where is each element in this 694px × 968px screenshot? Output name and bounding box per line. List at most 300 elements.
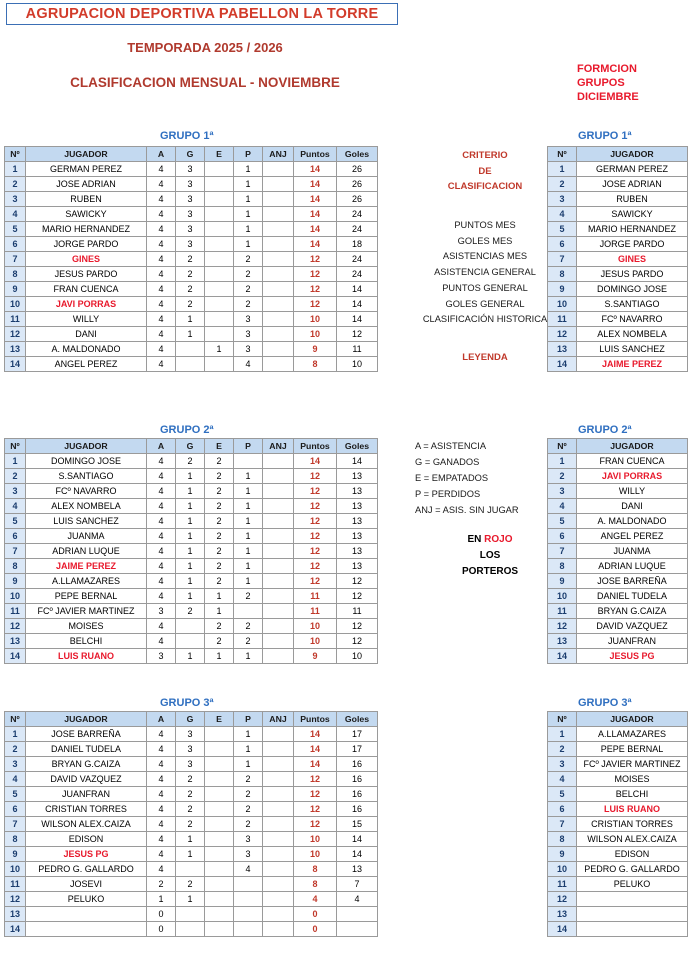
- cell-puntos: 11: [294, 604, 337, 619]
- cell-g: 1: [176, 469, 205, 484]
- cell-jugador: [577, 892, 688, 907]
- cell-p: 1: [234, 514, 263, 529]
- cell-p: [234, 922, 263, 937]
- cell-e: [205, 787, 234, 802]
- cell-n: 7: [548, 252, 577, 267]
- cell-puntos: 12: [294, 817, 337, 832]
- cell-anj: [263, 757, 294, 772]
- cell-puntos: 12: [294, 514, 337, 529]
- cell-jugador: ANGEL PEREZ: [577, 529, 688, 544]
- cell-n: 12: [548, 892, 577, 907]
- criterio-block: [405, 148, 565, 195]
- leyenda-list: [405, 438, 585, 518]
- cell-n: 5: [548, 787, 577, 802]
- cell-n: 5: [5, 514, 26, 529]
- cell-a: 4: [147, 222, 176, 237]
- cell-puntos: 9: [294, 342, 337, 357]
- cell-p: 1: [234, 192, 263, 207]
- cell-e: [205, 907, 234, 922]
- cell-e: [205, 267, 234, 282]
- table-row: [548, 877, 688, 892]
- cell-a: 4: [147, 589, 176, 604]
- col-jugador: JUGADOR: [577, 439, 688, 454]
- cell-goles: 14: [337, 297, 378, 312]
- cell-g: 3: [176, 192, 205, 207]
- cell-n: 4: [548, 207, 577, 222]
- cell-jugador: PEDRO G. GALLARDO: [577, 862, 688, 877]
- cell-e: [205, 892, 234, 907]
- cell-jugador: GERMAN PEREZ: [26, 162, 147, 177]
- cell-p: 1: [234, 727, 263, 742]
- cell-g: 1: [176, 544, 205, 559]
- col-a: A: [147, 439, 176, 454]
- cell-goles: 10: [337, 357, 378, 372]
- cell-puntos: 14: [294, 742, 337, 757]
- cell-puntos: 14: [294, 222, 337, 237]
- cell-jugador: JOSEVI: [26, 877, 147, 892]
- cell-puntos: 10: [294, 832, 337, 847]
- col-anj: ANJ: [263, 712, 294, 727]
- cell-anj: [263, 922, 294, 937]
- cell-goles: 13: [337, 484, 378, 499]
- cell-g: [176, 862, 205, 877]
- cell-g: 3: [176, 727, 205, 742]
- col-p: P: [234, 147, 263, 162]
- cell-jugador: JESUS PARDO: [26, 267, 147, 282]
- cell-n: 2: [5, 469, 26, 484]
- cell-n: 1: [5, 727, 26, 742]
- col-jugador: JUGADOR: [26, 147, 147, 162]
- cell-n: 4: [5, 499, 26, 514]
- cell-a: 4: [147, 529, 176, 544]
- cell-g: 1: [176, 847, 205, 862]
- table-row: [5, 484, 378, 499]
- cell-g: 1: [176, 514, 205, 529]
- table-row: [5, 222, 378, 237]
- cell-p: 2: [234, 252, 263, 267]
- cell-p: 1: [234, 559, 263, 574]
- cell-p: 1: [234, 499, 263, 514]
- criterio-item: PUNTOS GENERAL: [442, 282, 528, 293]
- cell-e: [205, 177, 234, 192]
- table-grupo-2: [4, 438, 378, 664]
- cell-jugador: FCº NAVARRO: [26, 484, 147, 499]
- cell-n: 12: [5, 619, 26, 634]
- cell-anj: [263, 907, 294, 922]
- right-note-line3: DICIEMBRE: [577, 91, 639, 103]
- cell-p: 1: [234, 574, 263, 589]
- cell-p: 2: [234, 772, 263, 787]
- cell-p: 3: [234, 342, 263, 357]
- cell-anj: [263, 222, 294, 237]
- cell-n: 14: [548, 357, 577, 372]
- cell-jugador: JAVI PORRAS: [577, 469, 688, 484]
- table-row: [5, 162, 378, 177]
- table-row: [548, 222, 688, 237]
- cell-p: [234, 604, 263, 619]
- cell-n: 5: [5, 787, 26, 802]
- cell-e: [205, 162, 234, 177]
- table-body: [5, 454, 378, 664]
- cell-e: [205, 207, 234, 222]
- table-row: [548, 757, 688, 772]
- cell-a: 4: [147, 787, 176, 802]
- cell-jugador: JESUS PARDO: [577, 267, 688, 282]
- cell-a: 4: [147, 847, 176, 862]
- criterio-clasificacion: CLASIFICACION: [447, 181, 523, 192]
- cell-jugador: LUIS RUANO: [26, 649, 147, 664]
- cell-e: 1: [205, 649, 234, 664]
- cell-a: 0: [147, 907, 176, 922]
- cell-a: 4: [147, 727, 176, 742]
- cell-g: 2: [176, 787, 205, 802]
- table-body: [548, 162, 688, 372]
- cell-p: 1: [234, 544, 263, 559]
- cell-e: [205, 742, 234, 757]
- col-n: Nº: [548, 147, 577, 162]
- cell-jugador: A. MALDONADO: [577, 514, 688, 529]
- cell-n: 3: [548, 757, 577, 772]
- cell-a: 3: [147, 604, 176, 619]
- cell-e: [205, 847, 234, 862]
- cell-anj: [263, 847, 294, 862]
- cell-e: [205, 817, 234, 832]
- cell-p: 2: [234, 267, 263, 282]
- cell-anj: [263, 207, 294, 222]
- cell-puntos: 14: [294, 177, 337, 192]
- cell-a: 2: [147, 877, 176, 892]
- cell-n: 13: [5, 907, 26, 922]
- cell-n: 6: [548, 802, 577, 817]
- cell-anj: [263, 877, 294, 892]
- table-row: [548, 327, 688, 342]
- cell-p: [234, 907, 263, 922]
- cell-jugador: SAWICKY: [26, 207, 147, 222]
- cell-n: 12: [5, 327, 26, 342]
- rojo-word: ROJO: [484, 534, 513, 545]
- cell-jugador: DANIEL TUDELA: [577, 589, 688, 604]
- cell-puntos: 14: [294, 192, 337, 207]
- cell-jugador: FCº NAVARRO: [577, 312, 688, 327]
- criterio-item: ASISTENCIA GENERAL: [434, 267, 536, 278]
- cell-puntos: 14: [294, 454, 337, 469]
- cell-e: [205, 222, 234, 237]
- cell-goles: 26: [337, 192, 378, 207]
- table-row: [5, 634, 378, 649]
- table-row: [5, 802, 378, 817]
- cell-puntos: 8: [294, 862, 337, 877]
- col-anj: ANJ: [263, 147, 294, 162]
- cell-p: [234, 892, 263, 907]
- cell-jugador: BRYAN G.CAIZA: [577, 604, 688, 619]
- table-row: [548, 357, 688, 372]
- cell-puntos: 12: [294, 499, 337, 514]
- group-label-right-2: GRUPO 2ª: [578, 424, 632, 436]
- cell-anj: [263, 649, 294, 664]
- group-label-right-3: GRUPO 3ª: [578, 697, 632, 709]
- table-row: [548, 772, 688, 787]
- table-row: [5, 832, 378, 847]
- porteros-note-line1: [405, 532, 575, 548]
- cell-puntos: 8: [294, 357, 337, 372]
- cell-e: [205, 327, 234, 342]
- cell-g: 1: [176, 499, 205, 514]
- cell-e: [205, 192, 234, 207]
- cell-anj: [263, 862, 294, 877]
- table-row: [548, 892, 688, 907]
- cell-p: 1: [234, 529, 263, 544]
- table-row: [548, 907, 688, 922]
- cell-g: 1: [176, 832, 205, 847]
- cell-goles: 13: [337, 514, 378, 529]
- table-row: [548, 742, 688, 757]
- table-row: [5, 742, 378, 757]
- cell-n: 5: [548, 514, 577, 529]
- cell-jugador: A.LLAMAZARES: [26, 574, 147, 589]
- cell-g: 3: [176, 757, 205, 772]
- col-goles: Goles: [337, 147, 378, 162]
- cell-n: 4: [548, 772, 577, 787]
- en-word: EN: [467, 534, 482, 545]
- cell-jugador: DAVID VAZQUEZ: [577, 619, 688, 634]
- cell-p: 1: [234, 757, 263, 772]
- col-n: Nº: [5, 439, 26, 454]
- cell-n: 1: [548, 162, 577, 177]
- table-row: [5, 907, 378, 922]
- cell-n: 10: [548, 589, 577, 604]
- cell-goles: 13: [337, 862, 378, 877]
- cell-p: 2: [234, 282, 263, 297]
- table-row: [5, 544, 378, 559]
- cell-jugador: JUANFRAN: [577, 634, 688, 649]
- cell-puntos: 10: [294, 847, 337, 862]
- cell-e: 2: [205, 634, 234, 649]
- cell-n: 5: [5, 222, 26, 237]
- cell-p: 3: [234, 832, 263, 847]
- cell-goles: 16: [337, 772, 378, 787]
- cell-n: 6: [5, 237, 26, 252]
- table-row: [5, 559, 378, 574]
- cell-n: 1: [548, 454, 577, 469]
- cell-goles: 13: [337, 544, 378, 559]
- cell-g: 2: [176, 252, 205, 267]
- cell-n: 1: [5, 162, 26, 177]
- cell-n: 6: [548, 237, 577, 252]
- criterio-item: PUNTOS MES: [454, 220, 516, 230]
- cell-p: 1: [234, 237, 263, 252]
- cell-n: 3: [548, 484, 577, 499]
- cell-puntos: 12: [294, 484, 337, 499]
- table-row: [548, 177, 688, 192]
- cell-a: 4: [147, 772, 176, 787]
- cell-jugador: PEPE BERNAL: [26, 589, 147, 604]
- cell-anj: [263, 177, 294, 192]
- cell-a: 4: [147, 619, 176, 634]
- cell-jugador: DOMINGO JOSE: [577, 282, 688, 297]
- cell-n: 6: [5, 802, 26, 817]
- cell-anj: [263, 342, 294, 357]
- table-right-grupo-1: [547, 146, 688, 372]
- cell-goles: 18: [337, 237, 378, 252]
- cell-puntos: 12: [294, 772, 337, 787]
- cell-e: 1: [205, 604, 234, 619]
- cell-jugador: JUANFRAN: [26, 787, 147, 802]
- cell-n: 5: [548, 222, 577, 237]
- cell-jugador: JORGE PARDO: [26, 237, 147, 252]
- table-row: [548, 832, 688, 847]
- cell-jugador: [577, 907, 688, 922]
- cell-jugador: JUANMA: [577, 544, 688, 559]
- cell-anj: [263, 802, 294, 817]
- group-label-right-1: GRUPO 1ª: [578, 130, 632, 142]
- cell-jugador: CRISTIAN TORRES: [26, 802, 147, 817]
- cell-puntos: 10: [294, 619, 337, 634]
- cell-n: 8: [548, 559, 577, 574]
- cell-jugador: A.LLAMAZARES: [577, 727, 688, 742]
- table-row: [5, 574, 378, 589]
- cell-g: 2: [176, 282, 205, 297]
- cell-anj: [263, 499, 294, 514]
- cell-puntos: 10: [294, 634, 337, 649]
- cell-e: [205, 282, 234, 297]
- table-row: [548, 604, 688, 619]
- cell-a: 4: [147, 177, 176, 192]
- table-row: [548, 847, 688, 862]
- cell-e: [205, 832, 234, 847]
- cell-jugador: FCº JAVIER MARTINEZ: [577, 757, 688, 772]
- cell-anj: [263, 267, 294, 282]
- col-jugador: JUGADOR: [577, 712, 688, 727]
- col-n: Nº: [548, 712, 577, 727]
- col-e: E: [205, 147, 234, 162]
- cell-a: 4: [147, 742, 176, 757]
- cell-goles: 11: [337, 342, 378, 357]
- criterio-item: GOLES MES: [457, 235, 513, 246]
- table-row: [548, 312, 688, 327]
- cell-a: 4: [147, 357, 176, 372]
- cell-n: 7: [548, 817, 577, 832]
- col-a: A: [147, 147, 176, 162]
- cell-n: 1: [548, 727, 577, 742]
- cell-g: [176, 619, 205, 634]
- cell-a: 4: [147, 454, 176, 469]
- cell-anj: [263, 727, 294, 742]
- cell-anj: [263, 237, 294, 252]
- cell-n: 2: [548, 742, 577, 757]
- cell-g: 2: [176, 817, 205, 832]
- cell-puntos: 14: [294, 162, 337, 177]
- cell-goles: 16: [337, 757, 378, 772]
- cell-e: [205, 297, 234, 312]
- cell-g: 1: [176, 892, 205, 907]
- cell-p: [234, 454, 263, 469]
- season-title: TEMPORADA 2025 / 2026: [127, 40, 283, 55]
- cell-a: 4: [147, 237, 176, 252]
- cell-anj: [263, 604, 294, 619]
- cell-goles: 15: [337, 817, 378, 832]
- page-title: AGRUPACION DEPORTIVA PABELLON LA TORRE: [6, 3, 398, 25]
- cell-goles: 4: [337, 892, 378, 907]
- col-puntos: Puntos: [294, 147, 337, 162]
- cell-goles: 11: [337, 604, 378, 619]
- cell-puntos: 9: [294, 649, 337, 664]
- col-e: E: [205, 712, 234, 727]
- cell-puntos: 11: [294, 589, 337, 604]
- cell-e: [205, 862, 234, 877]
- cell-anj: [263, 574, 294, 589]
- classification-title: CLASIFICACION MENSUAL - NOVIEMBRE: [70, 75, 340, 90]
- table-header-row: [548, 147, 688, 162]
- cell-goles: 7: [337, 877, 378, 892]
- cell-goles: 24: [337, 207, 378, 222]
- cell-jugador: PEDRO G. GALLARDO: [26, 862, 147, 877]
- cell-n: 1: [5, 454, 26, 469]
- criterio-title: CRITERIO: [462, 150, 508, 161]
- cell-g: 1: [176, 327, 205, 342]
- cell-n: 13: [548, 907, 577, 922]
- cell-p: 2: [234, 802, 263, 817]
- cell-a: 4: [147, 544, 176, 559]
- cell-e: [205, 877, 234, 892]
- cell-anj: [263, 529, 294, 544]
- cell-a: 0: [147, 922, 176, 937]
- table-row: [548, 727, 688, 742]
- cell-p: 1: [234, 742, 263, 757]
- cell-n: 8: [548, 832, 577, 847]
- cell-anj: [263, 192, 294, 207]
- cell-n: 12: [5, 892, 26, 907]
- cell-p: 1: [234, 222, 263, 237]
- cell-n: 4: [548, 499, 577, 514]
- cell-jugador: ADRIAN LUQUE: [577, 559, 688, 574]
- cell-a: 4: [147, 207, 176, 222]
- cell-puntos: 14: [294, 757, 337, 772]
- cell-a: 4: [147, 162, 176, 177]
- cell-e: [205, 237, 234, 252]
- cell-e: [205, 727, 234, 742]
- cell-e: [205, 757, 234, 772]
- cell-n: 11: [5, 877, 26, 892]
- leyenda-item: G = GANADOS: [415, 457, 480, 467]
- right-note-line1: FORMCION: [577, 63, 637, 75]
- cell-puntos: 12: [294, 544, 337, 559]
- cell-g: 2: [176, 297, 205, 312]
- table-row: [548, 297, 688, 312]
- cell-a: 4: [147, 862, 176, 877]
- cell-n: 9: [548, 574, 577, 589]
- cell-n: 4: [5, 772, 26, 787]
- cell-anj: [263, 589, 294, 604]
- cell-anj: [263, 742, 294, 757]
- col-n: Nº: [5, 712, 26, 727]
- cell-n: 11: [548, 877, 577, 892]
- cell-e: 2: [205, 619, 234, 634]
- cell-jugador: S.SANTIAGO: [26, 469, 147, 484]
- cell-p: 3: [234, 847, 263, 862]
- criterio-item: CLASIFICACIÓN HISTORICA: [422, 314, 548, 325]
- cell-e: 2: [205, 544, 234, 559]
- cell-a: 4: [147, 469, 176, 484]
- cell-goles: 13: [337, 499, 378, 514]
- cell-n: 8: [5, 267, 26, 282]
- cell-puntos: 12: [294, 802, 337, 817]
- cell-jugador: MOISES: [577, 772, 688, 787]
- cell-jugador: JOSE BARREÑA: [26, 727, 147, 742]
- cell-g: [176, 357, 205, 372]
- cell-jugador: BELCHI: [577, 787, 688, 802]
- cell-goles: 17: [337, 742, 378, 757]
- cell-n: 6: [548, 529, 577, 544]
